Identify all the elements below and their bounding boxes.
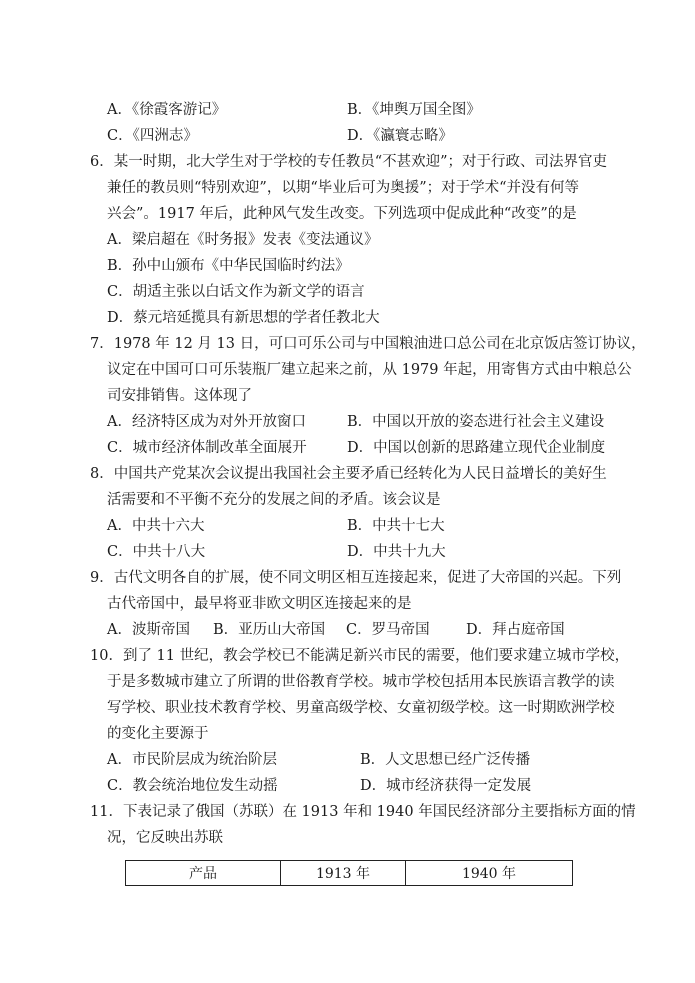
q11-stem-line2: 况，它反映出苏联	[107, 830, 223, 846]
q8-stem-line1: 8．中国共产党某次会议提出我国社会主要矛盾已经转化为人民日益增长的美好生	[90, 466, 607, 482]
q9-stem-line1: 9．古代文明各自的扩展，使不同文明区相互连接起来，促进了大帝国的兴起。下列	[90, 570, 622, 586]
q9-option-d: D．拜占庭帝国	[466, 622, 565, 638]
q10-option-d: D．城市经济获得一定发展	[360, 778, 532, 794]
q10-stem-line2: 于是多数城市建立了所谓的世俗教育学校。城市学校包括用本民族语言教学的读	[107, 674, 615, 690]
q6-stem-line1: 6．某一时期，北大学生对于学校的专任教员“不甚欢迎”；对于行政、司法界官吏	[90, 154, 608, 170]
q6-option-c: C．胡适主张以白话文作为新文学的语言	[107, 284, 365, 300]
q10-option-c: C．教会统治地位发生动摇	[107, 778, 278, 794]
q7-stem-line1: 7．1978 年 12 月 13 日，可口可乐公司与中国粮油进口总公司在北京饭店签订协议，	[90, 336, 646, 352]
q10-stem-line4: 的变化主要源于	[107, 726, 209, 742]
q7-stem-line2: 议定在中国可口可乐装瓶厂建立起来之前，从 1979 年起，用寄售方式由中粮总公	[107, 362, 632, 378]
q6-option-d: D．蔡元培延揽具有新思想的学者任教北大	[107, 310, 380, 326]
q8-option-d: D．中共十九大	[347, 544, 446, 560]
table-header-1913: 1913 年	[281, 861, 406, 886]
q10-option-a: A．市民阶层成为统治阶层	[107, 752, 277, 768]
q5-option-b: B．《坤舆万国全图》	[347, 102, 481, 118]
q6-stem-line2: 兼任的教员则“特别欢迎”，以期“毕业后可为奥援”；对于学术“并没有何等	[107, 180, 580, 196]
q6-option-a: A．梁启超在《时务报》发表《变法通议》	[107, 232, 379, 248]
table-header-1940: 1940 年	[406, 861, 573, 886]
q8-option-b: B．中共十七大	[347, 518, 445, 534]
q10-option-b: B．人文思想已经广泛传播	[360, 752, 531, 768]
table-header-product: 产品	[126, 861, 281, 886]
q11-stem-line1: 11．下表记录了俄国（苏联）在 1913 年和 1940 年国民经济部分主要指标方面的情	[90, 804, 636, 820]
q10-stem-line3: 写学校、职业技术教育学校、男童高级学校、女童初级学校。这一时期欧洲学校	[107, 700, 615, 716]
q7-stem-line3: 司安排销售。这体现了	[107, 388, 252, 404]
q9-option-c: C．罗马帝国	[346, 622, 430, 638]
q9-stem-line2: 古代帝国中，最早将亚非欧文明区连接起来的是	[107, 596, 412, 612]
q8-option-c: C．中共十八大	[107, 544, 206, 560]
q7-option-d: D．中国以创新的思路建立现代企业制度	[347, 440, 606, 456]
q5-option-c: C．《四洲志》	[107, 128, 198, 144]
q6-stem-line3: 兴会”。1917 年后，此种风气发生改变。下列选项中促成此种“改变”的是	[107, 206, 577, 222]
q7-option-a: A．经济特区成为对外开放窗口	[107, 414, 306, 430]
table-header-row	[126, 861, 573, 886]
q6-option-b: B．孙中山颁布《中华民国临时约法》	[107, 258, 350, 274]
q5-option-a: A．《徐霞客游记》	[107, 102, 227, 118]
q11-data-table	[125, 860, 573, 886]
q7-option-c: C．城市经济体制改革全面展开	[107, 440, 307, 456]
q8-stem-line2: 活需要和不平衡不充分的发展之间的矛盾。该会议是	[107, 492, 441, 508]
q9-option-a: A．波斯帝国	[107, 622, 190, 638]
q9-option-b: B．亚历山大帝国	[213, 622, 326, 638]
q7-option-b: B．中国以开放的姿态进行社会主义建设	[347, 414, 605, 430]
q10-stem-line1: 10．到了 11 世纪，教会学校已不能满足新兴市民的需要，他们要求建立城市学校，	[90, 648, 630, 664]
q5-option-d: D．《瀛寰志略》	[347, 128, 453, 144]
q8-option-a: A．中共十六大	[107, 518, 205, 534]
